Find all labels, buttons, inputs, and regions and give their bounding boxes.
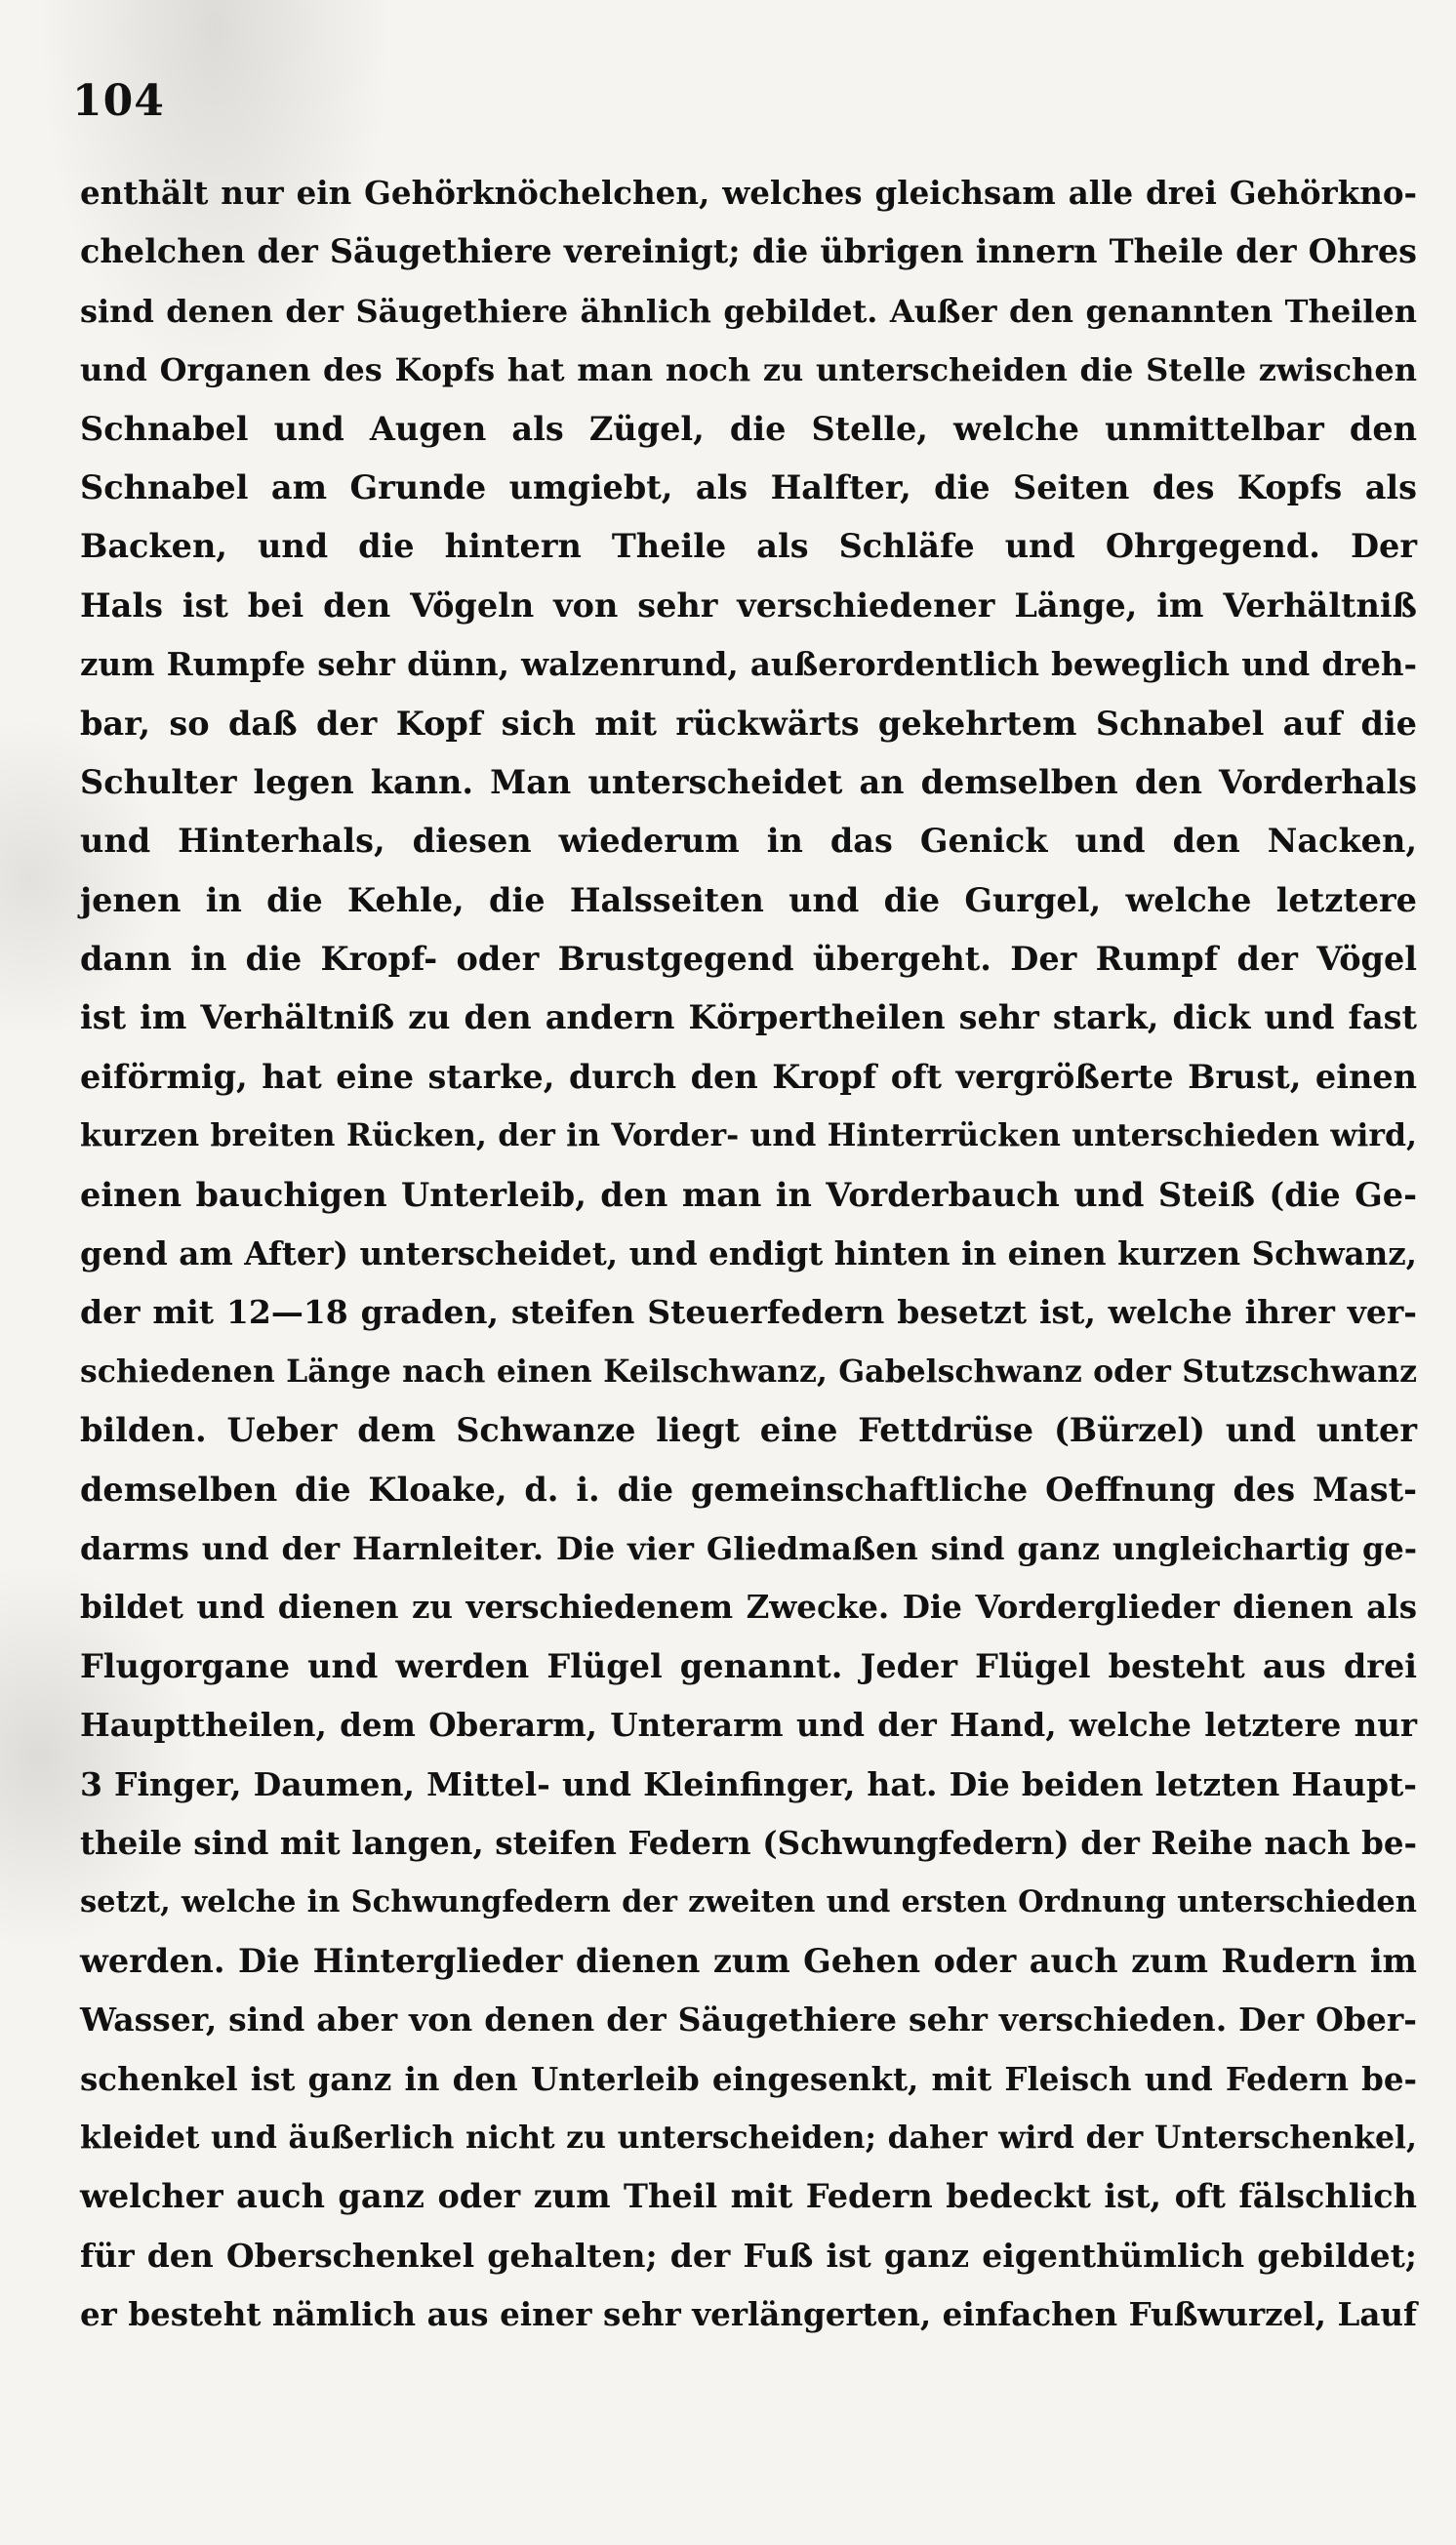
text-line: gend am After) unterscheidet, und endigt hinten in einen kurzen Schwanz, — [80, 1234, 1417, 1273]
text-line: demselben die Kloake, d. i. die gemeinschaftliche Oeffnung des Mast- — [80, 1470, 1417, 1509]
text-line: und Hinterhals, diesen wiederum in das Genick und den Nacken, — [80, 822, 1417, 861]
text-line: für den Oberschenkel gehalten; der Fuß ist ganz eigenthümlich gebildet; — [80, 2236, 1417, 2275]
text-line: Backen, und die hintern Theile als Schläfe und Ohrgegend. Der — [80, 527, 1417, 566]
text-line: einen bauchigen Unterleib, den man in Vorderbauch und Steiß (die Ge- — [80, 1175, 1417, 1214]
text-line: der mit 12—18 graden, steifen Steuerfedern besetzt ist, welche ihrer ver- — [80, 1293, 1417, 1332]
text-line: setzt, welche in Schwungfedern der zweiten und ersten Ordnung unterschieden — [80, 1884, 1417, 1920]
text-line: bar, so daß der Kopf sich mit rückwärts gekehrtem Schnabel auf die — [80, 704, 1417, 743]
text-line: Schnabel und Augen als Zügel, die Stelle, welche unmittelbar den — [80, 409, 1417, 448]
text-line: bildet und dienen zu verschiedenem Zwecke. Die Vorderglieder dienen als — [80, 1588, 1417, 1627]
text-line: und Organen des Kopfs hat man noch zu unterscheiden die Stelle zwischen — [80, 351, 1417, 389]
text-line: kleidet und äußerlich nicht zu unterscheiden; daher wird der Unterschenkel, — [80, 2119, 1417, 2156]
page-number: 104 — [72, 76, 165, 126]
text-line: theile sind mit langen, steifen Federn (Schwungfedern) der Reihe nach be- — [80, 1823, 1417, 1862]
text-line: sind denen der Säugethiere ähnlich gebildet. Außer den genannten Theilen — [80, 292, 1417, 330]
text-line: eiförmig, hat eine starke, durch den Kropf oft vergrößerte Brust, einen — [80, 1057, 1417, 1096]
text-line: welcher auch ganz oder zum Theil mit Federn bedeckt ist, oft fälschlich — [80, 2177, 1417, 2216]
text-line: werden. Die Hinterglieder dienen zum Gehen oder auch zum Rudern im — [80, 1941, 1417, 1980]
text-line: darms und der Harnleiter. Die vier Gliedmaßen sind ganz ungleichartig ge- — [80, 1529, 1417, 1567]
text-line: Flugorgane und werden Flügel genannt. Jeder Flügel besteht aus drei — [80, 1646, 1417, 1685]
text-line: er besteht nämlich aus einer sehr verlängerten, einfachen Fußwurzel, Lauf — [80, 2295, 1417, 2334]
text-line: Schnabel am Grunde umgiebt, als Halfter, die Seiten des Kopfs als — [80, 467, 1417, 506]
text-line: schenkel ist ganz in den Unterleib eingesenkt, mit Fleisch und Federn be- — [80, 2059, 1417, 2098]
text-line: 3 Finger, Daumen, Mittel- und Kleinfinger, hat. Die beiden letzten Haupt- — [80, 1764, 1417, 1803]
text-line: ist im Verhältniß zu den andern Körpertheilen sehr stark, dick und fast — [80, 998, 1417, 1037]
text-line: Haupttheilen, dem Oberarm, Unterarm und der Hand, welche letztere nur — [80, 1706, 1417, 1745]
text-line: Wasser, sind aber von denen der Säugethiere sehr verschieden. Der Ober- — [80, 2000, 1417, 2040]
body-text — [80, 164, 1417, 2344]
text-line: chelchen der Säugethiere vereinigt; die übrigen innern Theile der Ohres — [80, 232, 1417, 271]
text-line: kurzen breiten Rücken, der in Vorder- und Hinterrücken unterschieden wird, — [80, 1117, 1417, 1154]
text-line: dann in die Kropf- oder Brustgegend übergeht. Der Rumpf der Vögel — [80, 940, 1417, 979]
text-line: schiedenen Länge nach einen Keilschwanz, Gabelschwanz oder Stutzschwanz — [80, 1353, 1417, 1390]
text-line: Schulter legen kann. Man unterscheidet an demselben den Vorderhals — [80, 762, 1417, 801]
text-line: enthält nur ein Gehörknöchelchen, welches gleichsam alle drei Gehörkno- — [80, 174, 1417, 212]
text-line: bilden. Ueber dem Schwanze liegt eine Fettdrüse (Bürzel) und unter — [80, 1411, 1417, 1450]
text-line: jenen in die Kehle, die Halsseiten und die Gurgel, welche letztere — [80, 880, 1417, 919]
text-line: Hals ist bei den Vögeln von sehr verschiedener Länge, im Verhältniß — [80, 586, 1417, 625]
text-line: zum Rumpfe sehr dünn, walzenrund, außerordentlich beweglich und dreh- — [80, 645, 1417, 684]
